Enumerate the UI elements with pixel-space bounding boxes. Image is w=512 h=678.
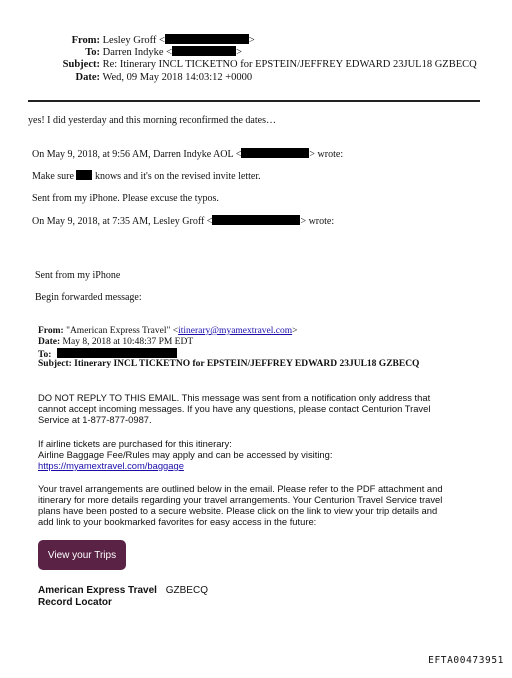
fwd-from-label: From: (38, 326, 64, 336)
header-subject-label: Subject: (62, 59, 100, 70)
amex-paragraph-1 (38, 392, 430, 425)
redaction-box (212, 215, 300, 225)
sent-iphone: Sent from my iPhone (35, 270, 121, 281)
document-id: EFTA00473951 (428, 655, 504, 666)
fwd-date-row (38, 337, 193, 348)
header-from-close: > (248, 35, 255, 46)
header-subject-value: Re: Itinerary INCL TICKETNO for EPSTEIN/JEFFREY EDWARD 23JUL18 GZBECQ (102, 59, 477, 70)
quote2-prefix: On May 9, 2018, at 7:35 AM, Lesley Groff < (32, 216, 213, 227)
quote2-suffix: > wrote: (300, 216, 335, 227)
amex-p3-line4: add link to your bookmarked favorites for easy access in the future: (38, 516, 317, 527)
redaction-box (241, 148, 309, 158)
header-to-value: Darren Indyke < (102, 47, 173, 58)
amex-paragraph-2 (38, 438, 332, 471)
redaction-box (57, 348, 177, 358)
baggage-link[interactable]: https://myamextravel.com/baggage (38, 460, 184, 471)
amex-p3-line1: Your travel arrangements are outlined below in the email. Please refer to the PDF attachment and (38, 483, 443, 494)
record-locator-label-row (38, 597, 208, 609)
header-from-value: Lesley Groff < (102, 35, 165, 46)
amex-p1-line1: DO NOT REPLY TO THIS EMAIL. This message was sent from a notification only address that (38, 392, 431, 403)
make-sure-prefix: Make sure (32, 171, 74, 182)
record-locator-label: Record Locator (38, 597, 112, 608)
amex-p2-line1: If airline tickets are purchased for this itinerary: (38, 438, 232, 449)
record-locator (38, 585, 208, 609)
fwd-from-row (38, 326, 297, 337)
quote1-prefix: On May 9, 2018, at 9:56 AM, Darren Indyke AOL < (32, 149, 242, 160)
fwd-from-close: > (292, 326, 298, 336)
amex-paragraph-3 (38, 483, 443, 527)
fwd-subject-value: Itinerary INCL TICKETNO for EPSTEIN/JEFFREY EDWARD 23JUL18 GZBECQ (74, 359, 420, 369)
redaction-box (76, 170, 92, 180)
view-trips-button[interactable]: View your Trips (38, 540, 126, 570)
fwd-from-name: "American Express Travel" < (66, 326, 179, 336)
header-from-label: From: (71, 35, 100, 46)
amex-p1-line2: cannot accept incoming messages. If you have any questions, please contact Centurion Travel (38, 403, 431, 414)
make-sure-line (32, 170, 261, 183)
header-date-row (30, 72, 252, 84)
header-to-label: To: (85, 47, 100, 58)
redaction-box (165, 34, 249, 44)
fwd-subject-label: Subject: (38, 359, 72, 369)
record-locator-code: GZBECQ (165, 585, 208, 596)
quote1-line (32, 148, 343, 161)
header-to-row (30, 46, 242, 59)
header-date-value: Wed, 09 May 2018 14:03:12 +0000 (102, 72, 253, 83)
make-sure-suffix: knows and it's on the revised invite letter. (94, 171, 261, 182)
redaction-box (172, 46, 236, 56)
reply-text: yes! I did yesterday and this morning reconfirmed the dates… (28, 115, 276, 126)
fwd-subject-row (38, 359, 419, 370)
record-locator-title-row (38, 585, 208, 597)
fwd-date-label: Date: (38, 337, 61, 347)
fwd-from-email-link[interactable]: itinerary@myamextravel.com (178, 326, 293, 336)
record-locator-title: American Express Travel (38, 585, 157, 596)
fwd-date-value: May 8, 2018 at 10:48:37 PM EDT (62, 337, 194, 347)
amex-p3-line3: plans have been posted to a secure website. Please click on the link to view your trip details and (38, 505, 438, 516)
header-to-close: > (236, 47, 243, 58)
header-date-label: Date: (75, 72, 100, 83)
amex-p1-line3: Service at 1-877-877-0987. (38, 414, 152, 425)
amex-p2-line2: Airline Baggage Fee/Rules may apply and can be accessed by visiting: (38, 449, 333, 460)
quote2-line (32, 215, 334, 228)
begin-forwarded: Begin forwarded message: (35, 292, 142, 303)
header-subject-row (30, 59, 477, 71)
header-divider (28, 100, 480, 102)
sent-iphone-typos: Sent from my iPhone. Please excuse the typos. (32, 193, 219, 204)
fwd-to-label: To: (38, 350, 52, 360)
quote1-suffix: > wrote: (309, 149, 344, 160)
amex-p3-line2: itinerary for more details regarding your travel arrangements. Your Centurion Travel Service travel (38, 494, 443, 505)
